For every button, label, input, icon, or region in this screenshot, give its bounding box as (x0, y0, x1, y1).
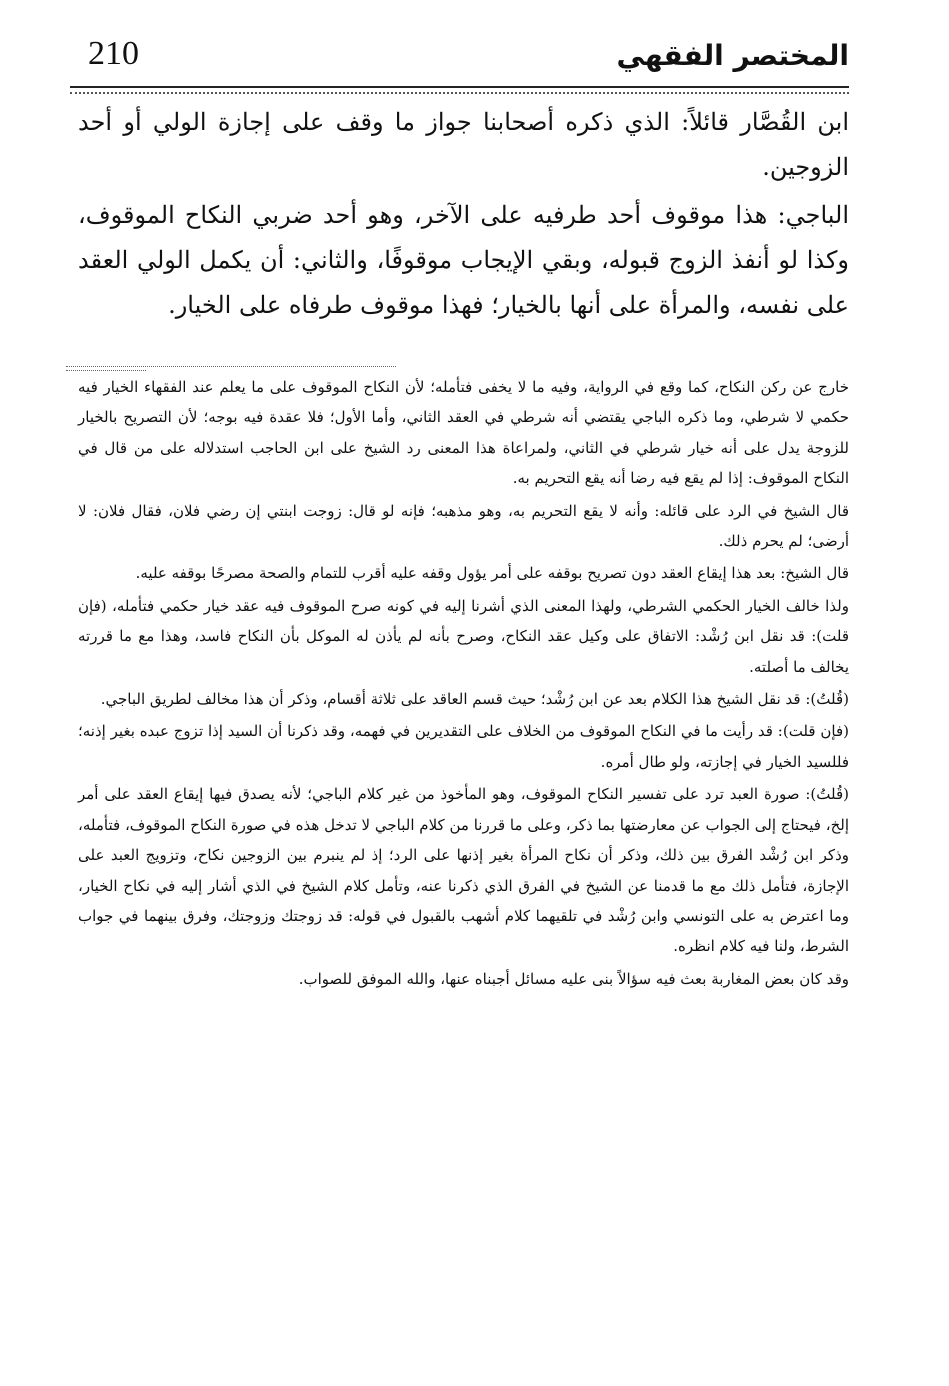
main-paragraph: ابن القُصَّار قائلاً: الذي ذكره أصحابنا جواز ما وقف على إجازة الولي أو أحد الزوجين. (78, 108, 850, 181)
page-header (70, 30, 849, 90)
footnote-paragraph: (قُلتُ): قد نقل الشيخ هذا الكلام بعد عن ابن رُشْد؛ حيث قسم العاقد على ثلاثة أقسام، وذكر أن هذا مخالف لطريق الباجي. (100, 690, 849, 709)
header-divider (70, 86, 849, 94)
footnote-paragraph: وقد كان بعض المغاربة بعث فيه سؤالاً بنى عليه مسائل أجبناه عنها، والله الموفق للصواب. (298, 969, 849, 988)
main-text (78, 100, 849, 331)
book-title: المختصر الفقهي (616, 39, 849, 72)
main-paragraph: الباجي: هذا موقوف أحد طرفيه على الآخر، وهو أحد ضربي النكاح الموقوف، وكذا لو أنفذ الزوج قبوله، وبقي الإيجاب موقوفًا، والثاني: أن يكمل الولي العقد على نفسه، والمرأة على أنها بالخيار؛ فهذا موقوف طرفاه على الخيار. (78, 201, 849, 319)
page-number: 210 (88, 35, 139, 72)
footnote-paragraph: قال الشيخ: بعد هذا إيقاع العقد دون تصريح بوقفه على أمر يؤول وقفه عليه أقرب للتمام والصحة مصرحًا بوقفه عليه. (135, 564, 849, 583)
footnote-paragraph: قال الشيخ في الرد على قائله: وأنه لا يقع التحريم به، وهو مذهبه؛ فإنه لو قال: زوجت ابنتي إن رضي فلان، فقال فلان: لا أرضى؛ لم يحرم ذلك. (78, 501, 849, 551)
footnote-paragraph: (قُلتُ): صورة العبد ترد على تفسير النكاح الموقوف، وهو المأخوذ من غير كلام الباجي؛ لأنه يصدق فيها إيقاع العقد على أمر إلخ، فيحتاج إلى الجواب عن معارضتها بما ذكر، وعلى ما قررنا من كلام الباجي لا تدخل هذه في صورة النكاح الموقوف، فتأمله، وذكر ابن رُشْد الفرق بين ذلك، وذكر أن نكاح المرأة بغير إذنها على الرد؛ إذ لم ينبرم بين الزوجين نكاح، وتزويج العبد على الإجازة، فتأمل ذلك مع ما قدمنا عن الشيخ في الفرق الذي ذكرنا عنه، وتأمل كلام الشيخ في الذي أشار إليه في نكاح الخيار، وما اعترض به على التونسي وابن رُشْد في تلقيهما كلام أشهب بالقبول في قوله: قد زوجتك وزوجتك، وفرق بينهما في جواب الشرط، ولنا فيه كلام انظره. (78, 785, 849, 956)
footnote-paragraph: ولذا خالف الخيار الحكمي الشرطي، ولهذا المعنى الذي أشرنا إليه في كونه صرح الموقوف فيه عقد خيار حكمي فتأمله، (فإن قلت): قد نقل ابن رُشْد: الاتفاق على وكيل عقد النكاح، وصرح بأنه لم يأذن له الموكل بأن النكاح فاسد، وهذا مع ما قررته يخالف ما أصلته. (78, 596, 849, 676)
footnote-paragraph: خارج عن ركن النكاح، كما وقع في الرواية، وفيه ما لا يخفى فتأمله؛ لأن النكاح الموقوف على ما يعلم عند الفقهاء الخيار فيه حكمي لا شرطي، وما ذكره الباجي يقتضي أنه شرطي في العقد الثاني، وأما الأول؛ فلا عقدة فيه بوجه؛ لأن التصريح بالخيار للزوجة يدل على أنه خيار شرطي في الثاني، ولمراعاة هذا المعنى رد الشيخ على ابن الحاجب استدلاله على من قال في النكاح الموقوف: إذا لم يقع فيه رضا أنه يقع التحريم به. (78, 378, 849, 488)
footnotes (78, 372, 849, 996)
footnote-paragraph: (فإن قلت): قد رأيت ما في النكاح الموقوف من الخلاف على التقديرين في فهمه، وقد ذكرنا أن السيد إذا تزوج عبده بغير إذنه؛ فللسيد الخيار في إجازته، ولو طال أمره. (78, 722, 849, 771)
footnote-divider (66, 366, 396, 367)
